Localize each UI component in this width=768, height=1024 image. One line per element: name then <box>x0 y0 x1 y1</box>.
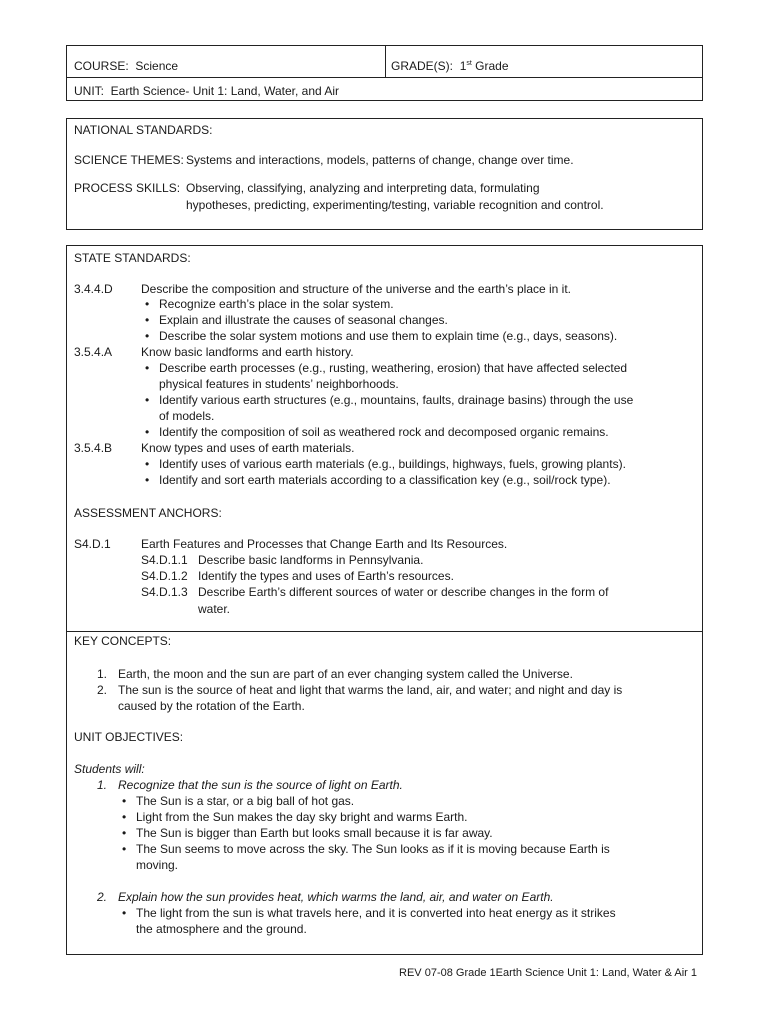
objective-text: Explain how the sun provides heat, which warms the land, air, and water on Earth. <box>118 890 554 904</box>
standard-text: Know basic landforms and earth history. <box>141 345 354 359</box>
national-heading: NATIONAL STANDARDS: <box>74 123 213 137</box>
grade-number: 1 <box>459 59 467 73</box>
page-footer: REV 07-08 Grade 1Earth Science Unit 1: Land, Water & Air 1 <box>399 967 697 979</box>
objective-bullet: • The light from the sun is what travels here, and it is converted into heat energy as it strikes <box>136 905 616 921</box>
national-standards-box <box>66 118 703 230</box>
standard-code: 3.5.4.A <box>74 345 113 359</box>
concept-text: The sun is the source of heat and light that warms the land, air, and water; and night and day is <box>118 683 623 697</box>
standard-text: Describe the composition and structure of the universe and the earth’s place in it. <box>141 282 572 296</box>
anchor-sub-code: S4.D.1.3 <box>141 585 188 599</box>
standard-text: Know types and uses of earth materials. <box>141 441 355 455</box>
standard-bullet: • Identify and sort earth materials according to a classification key (e.g., soil/rock type). <box>159 472 611 488</box>
concept-number: 1. <box>97 667 108 681</box>
objective-number: 1. <box>97 778 108 792</box>
anchor-sub-code: S4.D.1.2 <box>141 569 188 583</box>
process-skills-text-2: hypotheses, predicting, experimenting/testing, variable recognition and control. <box>186 198 604 212</box>
standard-code: 3.5.4.B <box>74 441 113 455</box>
objective-bullet: • Light from the Sun makes the day sky bright and warms Earth. <box>136 809 468 825</box>
grade-field <box>391 58 509 74</box>
state-heading: STATE STANDARDS: <box>74 251 191 265</box>
concept-text: Earth, the moon and the sun are part of an ever changing system called the Universe. <box>118 667 573 681</box>
anchor-sub-code: S4.D.1.1 <box>141 553 188 567</box>
header-box <box>66 45 703 101</box>
header-col-divider <box>385 46 386 78</box>
standard-bullet: • Recognize earth’s place in the solar system. <box>159 296 394 312</box>
anchor-code: S4.D.1 <box>74 537 111 551</box>
anchor-sub-text: Describe basic landforms in Pennsylvania. <box>198 553 424 567</box>
unit-value: Earth Science- Unit 1: Land, Water, and Air <box>110 84 340 98</box>
grade-label: GRADE(S): <box>391 59 454 73</box>
unit-field <box>74 83 339 99</box>
process-skills-label: PROCESS SKILLS: <box>74 181 181 195</box>
course-value: Science <box>135 59 179 73</box>
standard-bullet: • Describe earth processes (e.g., rusting, weathering, erosion) that have affected selected <box>159 360 627 376</box>
section-divider <box>67 631 702 632</box>
objective-bullet: • The Sun seems to move across the sky. The Sun looks as if it is moving because Earth is <box>136 841 610 857</box>
anchor-sub-text: Identify the types and uses of Earth’s resources. <box>198 569 454 583</box>
objective-bullet-cont: the atmosphere and the ground. <box>136 922 307 936</box>
standard-bullet-cont: physical features in students’ neighborhoods. <box>159 377 399 391</box>
standard-bullet: • Describe the solar system motions and use them to explain time (e.g., days, seasons). <box>159 328 617 344</box>
concept-number: 2. <box>97 683 108 697</box>
unit-label: UNIT: <box>74 84 104 98</box>
objectives-intro: Students will: <box>74 762 145 776</box>
standard-bullet: • Identify the composition of soil as weathered rock and decomposed organic remains. <box>159 424 609 440</box>
standard-bullet: • Explain and illustrate the causes of seasonal changes. <box>159 312 448 328</box>
concept-text-cont: caused by the rotation of the Earth. <box>118 699 305 713</box>
course-label: COURSE: <box>74 59 129 73</box>
science-themes-text: Systems and interactions, models, patterns of change, change over time. <box>186 153 574 167</box>
grade-value: Grade <box>475 59 509 73</box>
process-skills-text-1: Observing, classifying, analyzing and interpreting data, formulating <box>186 181 540 195</box>
objective-bullet: • The Sun is a star, or a big ball of hot gas. <box>136 793 354 809</box>
standards-box <box>66 245 703 955</box>
course-field <box>74 58 178 74</box>
objective-bullet-cont: moving. <box>136 858 179 872</box>
objective-number: 2. <box>97 890 108 904</box>
concepts-heading: KEY CONCEPTS: <box>74 634 172 648</box>
standard-code: 3.4.4.D <box>74 282 113 296</box>
anchors-heading: ASSESSMENT ANCHORS: <box>74 506 222 520</box>
anchor-sub-text: Describe Earth’s different sources of water or describe changes in the form of <box>198 585 609 599</box>
standard-bullet-cont: of models. <box>159 409 215 423</box>
standard-bullet: • Identify uses of various earth materials (e.g., buildings, highways, fuels, growing plants). <box>159 456 626 472</box>
anchor-text: Earth Features and Processes that Change Earth and Its Resources. <box>141 537 508 551</box>
standard-bullet: • Identify various earth structures (e.g., mountains, faults, drainage basins) through the use <box>159 392 633 408</box>
objectives-heading: UNIT OBJECTIVES: <box>74 730 184 744</box>
grade-superscript: st <box>466 60 472 67</box>
objective-bullet: • The Sun is bigger than Earth but looks small because it is far away. <box>136 825 493 841</box>
objective-text: Recognize that the sun is the source of light on Earth. <box>118 778 403 792</box>
science-themes-label: SCIENCE THEMES: <box>74 153 184 167</box>
anchor-sub-text-cont: water. <box>198 602 231 616</box>
